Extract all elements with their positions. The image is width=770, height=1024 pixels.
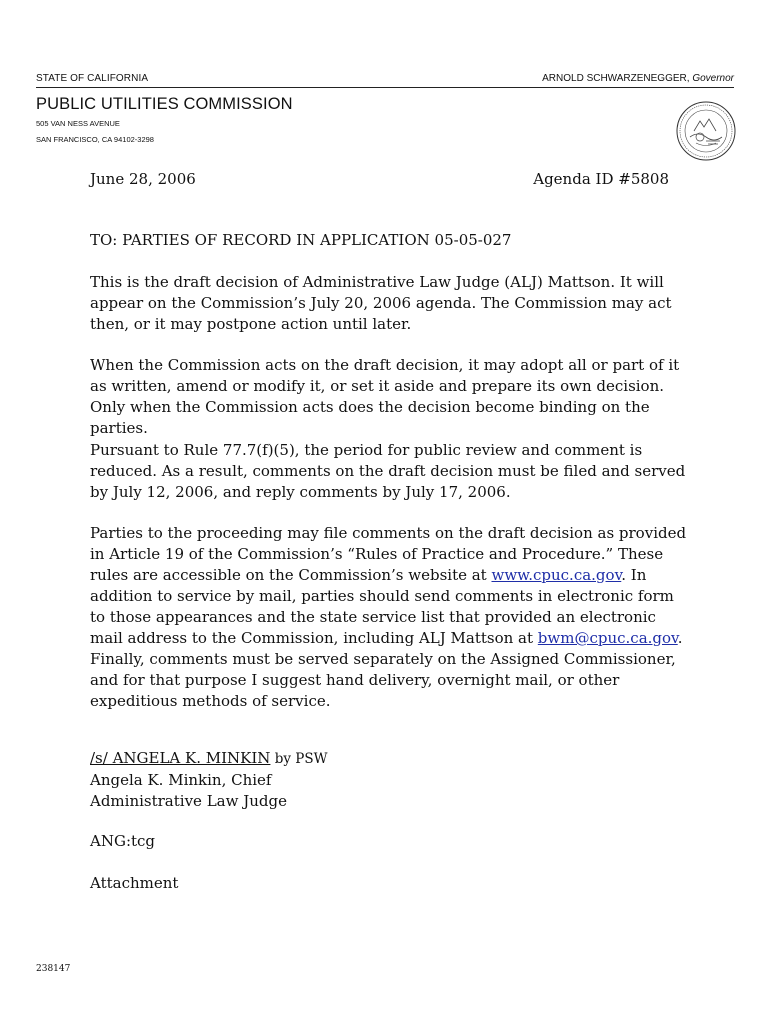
commission-name: PUBLIC UTILITIES COMMISSION (36, 95, 293, 113)
attachment-note: Attachment (90, 874, 179, 892)
governor-line (542, 73, 734, 84)
paragraph-commission-action: When the Commission acts on the draft decision, it may adopt all or part of it as written, amend or modify it, or set it aside and prepare its own decision. Only when the Commission acts does the decision become binding on the parties. (90, 356, 680, 437)
document-number: 238147 (36, 964, 71, 974)
paragraph-filing-comments (90, 523, 690, 712)
state-seal-icon (676, 101, 736, 161)
signed-line (90, 748, 328, 770)
state-name: STATE OF CALIFORNIA (36, 73, 149, 84)
signer-title: Administrative Law Judge (90, 792, 287, 810)
signature: /s/ ANGELA K. MINKIN (90, 749, 271, 767)
governor-name: ARNOLD SCHWARZENEGGER, (542, 73, 690, 84)
signed-by: by PSW (270, 751, 328, 767)
addressee-line: TO: PARTIES OF RECORD IN APPLICATION 05-05-027 (90, 231, 512, 249)
paragraph-text: . In addition to service by mail, parties should send comments in electronic form to those appearances and the state service list that provided an electronic mail address to the Commission, including ALJ Mattson at (90, 566, 674, 647)
reference-initials: ANG:tcg (90, 832, 156, 850)
signature-block (90, 748, 328, 812)
signer-name: Angela K. Minkin, Chief (90, 771, 272, 789)
governor-title: Governor (692, 73, 734, 84)
address-line-1: 505 VAN NESS AVENUE (36, 119, 120, 128)
paragraph-text: . Finally, comments must be served separately on the Assigned Commissioner, and for that purpose I suggest hand delivery, overnight mail, or other expeditious methods of service. (90, 629, 683, 710)
agenda-id: Agenda ID #5808 (533, 170, 669, 188)
address-line-2: SAN FRANCISCO, CA 94102-3298 (36, 135, 154, 144)
letter-date: June 28, 2006 (90, 170, 196, 188)
paragraph-comment-period: Pursuant to Rule 77.7(f)(5), the period for public review and comment is reduced. As a result, comments on the draft decision must be filed and served by July 12, 2006, and reply comments by July 17, 2006. (90, 441, 686, 501)
header-rule (36, 87, 734, 88)
paragraph-draft-decision: This is the draft decision of Administrative Law Judge (ALJ) Mattson. It will appear on the Commission’s July 20, 2006 agenda. The Commission may act then, or it may postpone action until later. (90, 273, 672, 333)
email-link[interactable]: bwm@cpuc.ca.gov (537, 629, 678, 647)
paragraph-text: Parties to the proceeding may file comments on the draft decision as provided in Article 19 of the Commission’s “Rules of Practice and Procedure.” These rules are accessible on the Commission’s website at (90, 524, 687, 584)
website-link[interactable]: www.cpuc.ca.gov (491, 566, 622, 584)
